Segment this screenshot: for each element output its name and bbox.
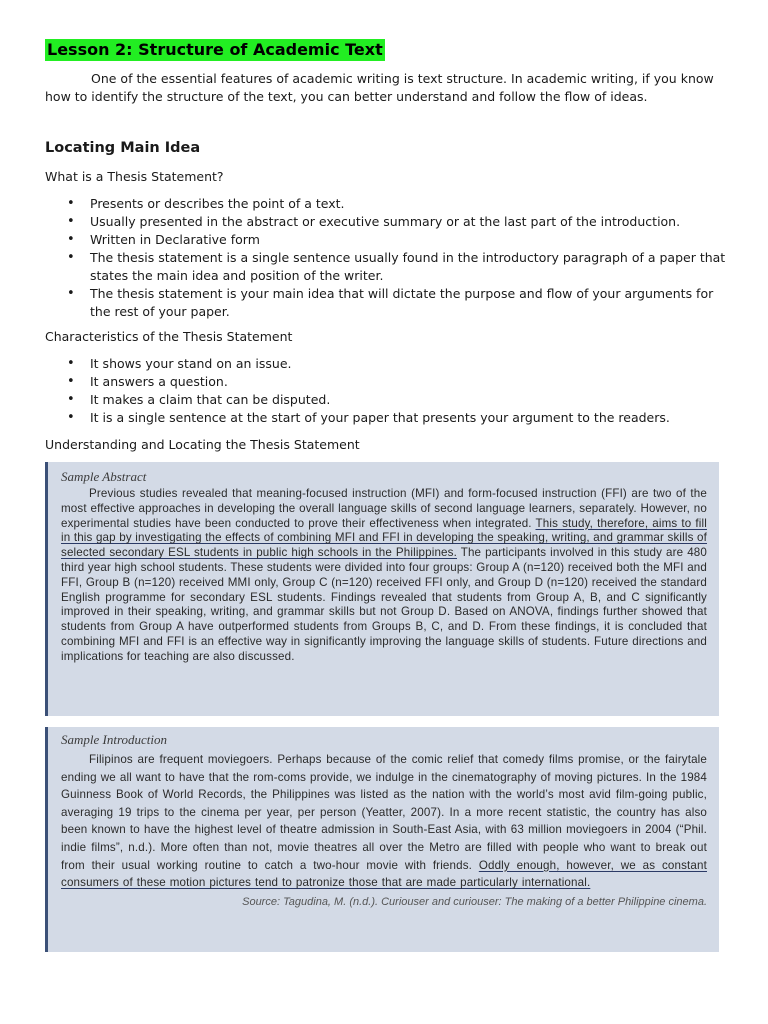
introduction-title: Sample Introduction xyxy=(61,732,168,747)
list-item: • Presents or describes the point of a text. xyxy=(45,195,735,213)
list-item: • It is a single sentence at the start of your paper that presents your argument to the readers. xyxy=(45,409,735,427)
abstract-text-after: The participants involved in this study are 480 third year high school students. These students were divided into four groups: Group A (n=120) received both the MFI and FFI, Group B (n=120) received MMI only, Group C (n=120) received FFI only, and Group D (n=120) received the standard English programme for secondary ESL students. Findings revealed that students from Group A, B, and C significantly improved in their speaking, writing, and grammar skills but not Group D. Based on ANOVA, findings further showed that students from Group A have outperformed students from Groups B, C, and D. From these findings, it is concluded that combining MFI and FFI is an effective way in significantly improving the language skills of students. Future directions and implications for teaching are also discussed. xyxy=(61,546,707,663)
introduction-thesis: Oddly enough, however, we as constant consumers of these motion pictures tend to patronize those that are made particularly international. xyxy=(61,858,707,890)
characteristics-label: Characteristics of the Thesis Statement xyxy=(45,329,293,344)
list-item: • Usually presented in the abstract or executive summary or at the last part of the introduction. xyxy=(45,213,735,231)
intro-text: One of the essential features of academic writing is text structure. In academic writing, if you know how to identify the structure of the text, you can better understand and follow the flow of ideas. xyxy=(45,71,714,104)
locating-label: Understanding and Locating the Thesis Statement xyxy=(45,437,360,452)
list-item: • The thesis statement is your main idea that will dictate the purpose and flow of your arguments for the rest of your paper. xyxy=(45,285,735,321)
introduction-text-before: Filipinos are frequent moviegoers. Perhaps because of the comic relief that comedy films promise, or the fairytale ending we all want to have that the rom-coms provide, we indulge in the cinematography of moving pictures. In the 1984 Guinness Book of World Records, the Philippines was listed as the nation with the world’s most avid film-going public, averaging 19 trips to the cinema per year, per person (Yeatter, 2007). In a more recent statistic, the country has also been known to have the highest level of theatre admission in South-East Asia, with 63 million moviegoers in 2004 (“Phil. indie films”, n.d.). More often than not, movie theatres all over the Metro are filled with people who want to break out from their usual working routine to catch a two-hour movie with friends. xyxy=(61,753,707,872)
sample-abstract-box xyxy=(45,462,719,716)
list-item: • The thesis statement is a single sentence usually found in the introductory paragraph of a paper that states the main idea and position of the writer. xyxy=(45,249,735,285)
section-heading: Locating Main Idea xyxy=(45,140,201,156)
abstract-thesis: This study, therefore, aims to fill in this gap by investigating the effects of combining MFI and FFI in developing the speaking, writing, and grammar skills of selected secondary ESL students in public high schools in the Philippines. xyxy=(61,516,707,560)
list-item: • It answers a question. xyxy=(45,373,735,391)
thesis-question: What is a Thesis Statement? xyxy=(45,169,224,184)
sample-introduction-box xyxy=(45,727,719,952)
intro-paragraph xyxy=(45,70,735,106)
list-item: • It shows your stand on an issue. xyxy=(45,355,735,373)
list-item: • It makes a claim that can be disputed. xyxy=(45,391,735,409)
list-item: • Written in Declarative form xyxy=(45,231,735,249)
introduction-source: Source: Tagudina, M. (n.d.). Curiouser and curiouser: The making of a better Philippine cinema. xyxy=(242,895,707,908)
characteristics-list xyxy=(45,355,735,427)
abstract-text xyxy=(61,487,707,665)
lesson-title: Lesson 2: Structure of Academic Text xyxy=(47,40,383,59)
abstract-title: Sample Abstract xyxy=(61,469,147,484)
thesis-points-list xyxy=(45,195,735,321)
abstract-text-before: Previous studies revealed that meaning-focused instruction (MFI) and form-focused instruction (FFI) are two of the most effective approaches in developing the overall language skills of second language learners, separately. However, no experimental studies have been conducted to prove their effectiveness when integrated. xyxy=(61,487,707,530)
introduction-text xyxy=(61,751,707,892)
